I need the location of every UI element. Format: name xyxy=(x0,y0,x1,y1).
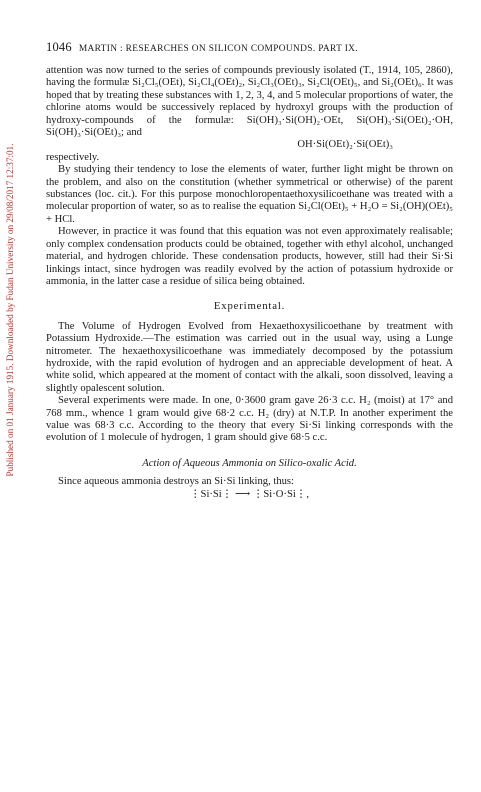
ammonia-paragraph: Since aqueous ammonia destroys an Si·Si linking, thus: xyxy=(58,476,294,488)
journal-page xyxy=(46,40,453,501)
page-number: 1046 xyxy=(46,40,72,54)
hydrogen-volume-paragraph: The Volume of Hydrogen Evolved from Hexaethoxysilicoethane by treatment with Potassium Hydroxide.—The estimation was carried out in the usual way, using a Lunge nitrometer. The hexaethoxysilicoethane was immediately decomposed by the potassium hydroxide, with the rapid evolution of hydrogen and an appreciable development of heat. A white solid, which appeared at the moment of contact with the alkali, soon dissolved, leaving a slightly opalescent solution. xyxy=(46,320,453,394)
experiments-paragraph: Several experiments were made. In one, 0·3600 gram gave 26·3 c.c. H₂ (moist) at 17° and 768 mm., whence 1 gram would give 68·2 c.c. H₂ (dry) at N.T.P. In another experiment the value was 68·3 c.c. According to the theory that every Si·Si linking corresponds with the evolution of 1 molecule of hydrogen, 1 gram should give 68·5 c.c. xyxy=(46,395,453,444)
running-header xyxy=(46,40,453,56)
download-watermark-text: Published on 01 January 1915. Downloaded by Fudan University on 29/08/2017 12:37:01. xyxy=(5,143,15,477)
ammonia-subheading: Action of Aqueous Ammonia on Silico-oxalic Acid. xyxy=(142,457,357,469)
experimental-heading: Experimental. xyxy=(213,300,286,313)
intro-paragraph-end: respectively. xyxy=(46,151,100,163)
download-watermark xyxy=(3,90,17,530)
practice-paragraph: However, in practice it was found that this equation was not even approximately realisable; only complex condensation products could be obtained, together with ethyl alcohol, unchanged material, and hydrogen chloride. These condensation products, however, still had their Si·Si linkings intact, since hydrogen was readily evolved by the action of potassium hydroxide or ammonia, in the latter case a residue of silica being obtained. xyxy=(46,226,453,287)
study-paragraph: By studying their tendency to lose the elements of water, further light might be thrown on the problem, and also on the constitution (whether symmetrical or otherwise) of the parent substances (loc. cit.). For this purpose monochloropentaethoxysilicoethane was treated with a molecular proportion of water, so as to realise the equation Si₂Cl(OEt)₅ + H₂O = Si₂(OH)(OEt)₅ + HCl. xyxy=(46,164,453,225)
ammonia-equation: ⋮Si·Si⋮ ⟶ ⋮Si·O·Si⋮, xyxy=(189,488,310,500)
formula-line: OH·Si(OEt)₂·Si(OEt)₃ xyxy=(297,139,393,151)
running-title: MARTIN : RESEARCHES ON SILICON COMPOUNDS. PART IX. xyxy=(78,44,358,54)
intro-paragraph: attention was now turned to the series of compounds previously isolated (T., 1914, 105, 2860), having the formulæ Si₂Cl₅(OEt), Si₂Cl₄(OEt)₂, Si₂Cl₃(OEt)₃, Si₂Cl(OEt)₅, and Si₂(OEt)₆. It was hoped that by treating these substances with 1, 2, 3, 4, and 5 molecular proportions of water, the chlorine atoms would be successively replaced by hydroxyl groups with the production of hydroxy-compounds of the formulæ: Si(OH)₃·Si(OH)₂·OEt, Si(OH)₃·Si(OEt)₂·OH, Si(OH)₃·Si(OEt)₃; and xyxy=(46,65,453,139)
